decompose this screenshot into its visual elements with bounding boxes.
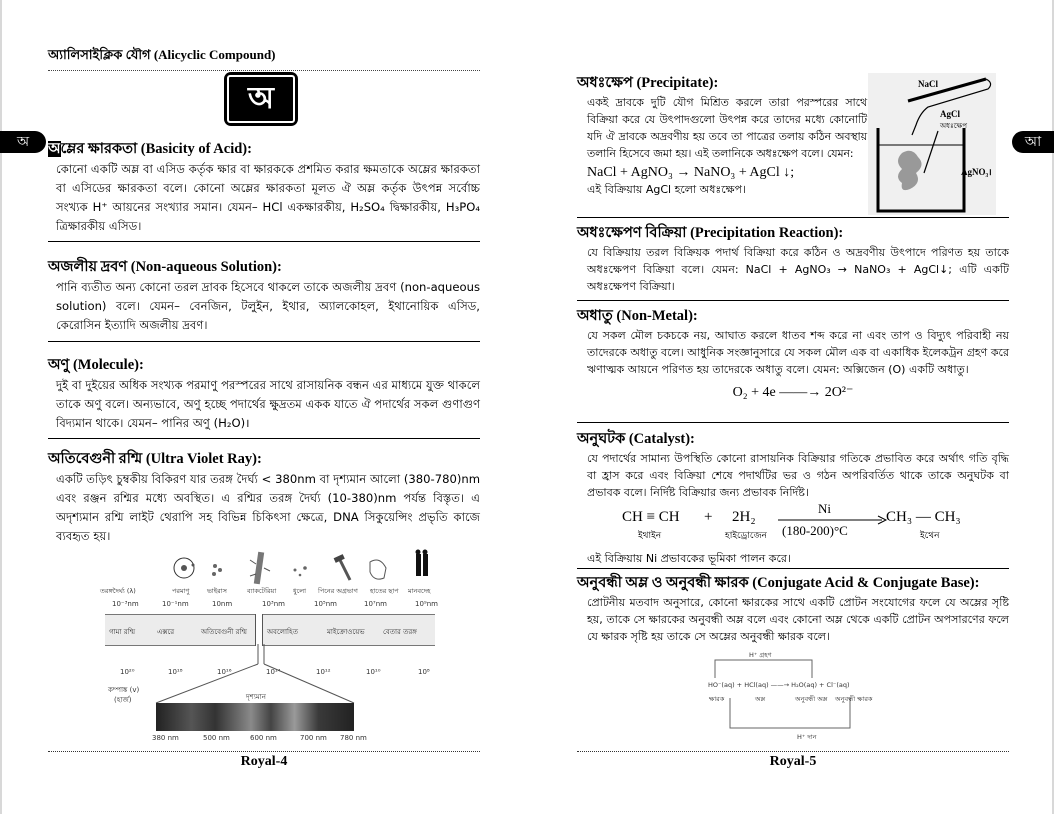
footer-divider <box>48 751 480 752</box>
visible-tick: 600 nm <box>250 734 277 742</box>
plus-sign: + <box>704 509 713 525</box>
conjugate-diagram <box>705 648 885 743</box>
pointer-line <box>924 131 938 173</box>
label-base: ক্ষারক <box>709 695 725 703</box>
frequency-tick: 10¹⁴ <box>266 668 281 676</box>
section-divider <box>577 217 1009 218</box>
spectrum-band <box>105 614 435 646</box>
label-agcl: AgCl <box>940 109 960 119</box>
beaker-diagram <box>868 73 996 215</box>
section-body: একটি তড়িৎ চুম্বকীয় বিকিরণ যার তরঙ্গ দৈর্ঘ্য < 380nm বা দৃশ্যমান আলো (380-780)nm এবং রঞ্জন রশ্মির মধ্যে অবস্থিত। এ রশ্মির তরঙ্গ দৈর্ঘ্য (10-380)nm পর্যন্ত বিস্তৃত। এ অদৃশ্যমান রশ্মি লাইট থেরাপি সহ বিভিন্ন চিকিৎসা ক্ষেত্রে, DNA সিকুয়েন্সিং প্রভৃতি কাজে ব্যবহৃত হয়। <box>56 472 480 543</box>
catalyst-equation <box>620 503 980 543</box>
section-conjugate-acid-base <box>577 574 1009 645</box>
frequency-tick: 10²⁰ <box>120 668 135 676</box>
frequency-axis-unit: (হার্জ) <box>114 696 132 704</box>
object-label: ভাইরাস <box>207 587 227 595</box>
object-label: মানবদেহ <box>408 587 431 595</box>
visible-label: দৃশ্যমান <box>246 693 266 701</box>
section-body: যে পদার্থের সামান্য উপস্থিতি কোনো রাসায়নিক বিক্রিয়ার গতিকে প্রভাবিত করে অর্থাৎ গতি বৃদ্ধি বা হ্রাস করে এবং বিক্রিয়া শেষে পদার্থটির ভর ও গঠন অপরিবর্তিত থাকে তাকে অনুঘটক বা প্রভাবক বলে। নির্দিষ্ট বিক্রিয়ার জন্য প্রভাবক নির্দিষ্ট। <box>587 452 1009 499</box>
reactant-ethyne: CH ≡ CH <box>622 509 680 525</box>
visible-tick: 780 nm <box>340 734 367 742</box>
conjugate-equation: HO⁻(aq) + HCl(aq) ——→ H₂O(aq) + Cl⁻(aq) <box>708 681 850 689</box>
band-label: অতিবেগুনী রশ্মি <box>201 628 247 636</box>
object-label: ব্যাকটেরিয়া <box>247 587 277 595</box>
non-metal-equation: O₂ + 4e ——→ 2O²⁻ <box>732 385 854 400</box>
visible-gap <box>255 614 263 646</box>
chapter-letter-box <box>224 72 298 126</box>
section-body: একই দ্রাবকে দুটি যৌগ মিশ্রিত করলে তারা পরস্পরের সাথে বিক্রিয়া করে যে উৎপাদগুলো উৎপন্ন করে তাদের মধ্যে কোনোটি যদি ঐ দ্রাবকে অদ্রবণীয় হয় তবে তা পাত্রের তলায় কঠিন অবস্থায় তলানি হিসেবে জমা হয়। এই তলানিকে অধঃক্ষেপ বলে। যেমন: <box>587 96 867 160</box>
beaker-icon <box>878 128 964 211</box>
section-body: যে সকল মৌল চকচকে নয়, আঘাত করলে ধাতব শব্দ করে না এবং তাপ ও বিদ্যুৎ পরিবাহী নয় তাদেরকে অধাতু বলে। আধুনিক সংজ্ঞানুসারে যে সকল মৌল এক বা একাধিক ইলেকট্রন গ্রহণ করে ঋণাত্মক আয়নে পরিণত হয় তাদেরকে অধাতু বলে। যেমন: অক্সিজেন (O) একটি অধাতু। <box>587 329 1009 376</box>
heading-text: ম্লের ক্ষারকতা (Basicity of Acid): <box>60 141 252 157</box>
footer-divider <box>577 751 1009 752</box>
precipitate-cloud-icon <box>898 151 922 190</box>
frequency-tick: 10¹² <box>316 668 331 676</box>
wavelength-tick: 10⁻³nm <box>112 600 139 608</box>
wavelength-axis-title: তরঙ্গদৈর্ঘ্য (λ) <box>100 587 136 595</box>
section-body: প্রোটনীয় মতবাদ অনুসারে, কোনো ক্ষারকের সাথে একটি প্রোটন সংযোগের ফলে যে অম্লের সৃষ্টি হয়, তাকে সে ক্ষারকের অনুবন্ধী অম্ল বলে এবং কোনো অম্ল থেকে একটি প্রোটন অপসারণের ফলে যে ক্ষারক সৃষ্টি হয় তাকে সে অম্লের অনুবন্ধী ক্ষারক বলে। <box>587 596 1009 643</box>
section-catalyst <box>577 430 1009 501</box>
catalyst-label: Ni <box>818 501 831 516</box>
page-edge-left <box>0 0 2 814</box>
section-heading: অনুবন্ধী অম্ল ও অনুবন্ধী ক্ষারক (Conjugate Acid & Conjugate Base): <box>577 575 980 591</box>
label-conjugate-base: অনুবন্ধী ক্ষারক <box>835 695 873 703</box>
chapter-letter: অ <box>227 75 295 123</box>
band-label: মাইক্রোওয়েভ <box>327 628 365 636</box>
reactant-ethyne-name: ইথাইন <box>638 531 662 541</box>
wavelength-tick: 10nm <box>212 600 233 608</box>
frequency-tick: 10¹⁰ <box>366 668 381 676</box>
visible-tick: 700 nm <box>300 734 327 742</box>
fingerprint-icon <box>370 560 386 579</box>
label-conjugate-acid: অনুবন্ধী অম্ল <box>795 695 828 703</box>
band-label: গামা রশ্মি <box>109 628 136 636</box>
reactant-hydrogen: 2H₂ <box>732 509 756 525</box>
object-label: হাতের ছাপ <box>370 587 399 595</box>
visible-spectrum-bar <box>156 703 354 731</box>
precipitate-figure <box>868 73 996 215</box>
reactant-hydrogen-name: হাইড্রোজেন <box>725 531 767 541</box>
spectrum-object-icons <box>100 548 440 588</box>
frequency-axis-title: কম্পাঙ্ক (v) <box>108 686 140 694</box>
section-body: যে বিক্রিয়ায় তরল বিক্রিয়ক পদার্থ বিক্রিয়া করে কঠিন ও অদ্রবণীয় উৎপাদে পরিণত হয় তাকে অধঃক্ষেপণ বিক্রিয়া বলে। যেমন: NaCl + AgNO₃ → NaNO₃ + AgCl↓; এটি একটি অধঃক্ষেপণ বিক্রিয়া। <box>587 246 1009 293</box>
section-heading: অতিবেগুনী রশ্মি (Ultra Violet Ray): <box>48 451 262 467</box>
section-heading: অধাতু (Non-Metal): <box>577 308 698 324</box>
human-icon <box>416 550 429 577</box>
section-heading: অণু (Molecule): <box>48 357 144 373</box>
section-divider <box>577 300 1009 301</box>
virus-icon <box>212 564 222 576</box>
wavelength-tick: 10⁻¹nm <box>162 600 189 608</box>
object-label: পরমাণু <box>172 587 190 595</box>
running-head: অ্যালিসাইক্লিক যৌগ (Alicyclic Compound) <box>48 46 480 71</box>
reaction-condition: (180-200)°C <box>782 523 848 538</box>
label-agno3: AgNO₃। <box>961 167 992 177</box>
wavelength-tick: 10⁵nm <box>314 600 337 608</box>
object-label: ধুলো <box>293 587 306 595</box>
band-label: বেতার তরঙ্গ <box>383 628 417 636</box>
section-divider <box>577 568 1009 569</box>
h-plus-accept-label: H⁺ গ্রহণ <box>749 651 772 659</box>
dust-icon <box>294 566 307 576</box>
label-acid: অম্ল <box>755 695 766 703</box>
section-divider <box>48 241 480 242</box>
frequency-tick: 10⁸ <box>418 668 430 676</box>
visible-tick: 500 nm <box>203 734 230 742</box>
section-heading: অধঃক্ষেপ (Precipitate): <box>577 75 719 91</box>
frequency-tick: 10¹⁸ <box>168 668 183 676</box>
wavelength-tick: 10³nm <box>262 600 285 608</box>
section-molecule <box>48 356 480 433</box>
heading-highlight: অ <box>48 141 61 157</box>
band-label: অবলোহিত <box>267 628 298 636</box>
section-body: দুই বা দুইয়ের অধিক সংখ্যক পরমাণু পরস্পরের সাথে রাসায়নিক বন্ধন এর মাধ্যমে যুক্ত থাকলে তাকে অণু বলে। অন্যভাবে, অণু হচ্ছে পদার্থের ক্ষুদ্রতম একক যাতে ঐ পদার্থের সকল গুণাগুণ বিদ্যমান থাকে। যেমন– পানির অণু (H₂O)। <box>56 378 480 430</box>
catalyst-note-block <box>577 548 1009 567</box>
section-precipitation-reaction <box>577 224 1009 295</box>
wavelength-tick: 10⁹nm <box>415 600 438 608</box>
section-ultra-violet-ray <box>48 450 480 546</box>
product-ethane: CH₃ — CH₃ <box>886 509 961 525</box>
section-divider <box>48 438 480 439</box>
thumb-index-tab[interactable]: অ <box>0 131 46 153</box>
section-body: কোনো একটি অম্ল বা এসিড কর্তৃক ক্ষার বা ক্ষারককে প্রশমিত করার ক্ষমতাকে অম্লের ক্ষারকতা বা এসিডের ক্ষারকতা বলে। কোনো অম্লের ক্ষারকতা মূলত ঐ অম্ল কর্তৃক উৎপন্ন সর্বোচ্চ সংখ্যক H⁺ আয়নের সংখ্যার সমান। যেমন– HCl একক্ষারকীয়, H₂SO₄ দ্বিক্ষারকীয়, H₃PO₄ ত্রিক্ষারকীয় এসিড। <box>56 162 480 233</box>
section-divider <box>48 341 480 342</box>
section-basicity-of-acid <box>48 140 480 236</box>
electromagnetic-spectrum-figure <box>100 548 440 748</box>
visible-zoom-lines <box>100 644 440 704</box>
thumb-index-tab[interactable]: আ <box>1012 131 1054 153</box>
visible-tick: 380 nm <box>152 734 179 742</box>
bacteria-icon <box>250 552 270 585</box>
product-ethane-name: ইথেন <box>920 531 940 541</box>
page-number: Royal-4 <box>240 754 288 769</box>
section-heading: অজলীয় দ্রবণ (Non-aqueous Solution): <box>48 259 282 275</box>
section-body: পানি ব্যতীত অন্য কোনো তরল দ্রাবক হিসেবে থাকলে তাকে অজলীয় দ্রবণ (non-aqueous solution) বলে। যেমন– বেনজিন, টলুইন, ইথার, অ্যালকোহল, ইথানোয়িক এসিড, কেরোসিন ইত্যাদি অজলীয় দ্রবণ। <box>56 280 480 332</box>
section-non-aqueous-solution <box>48 258 480 335</box>
label-precipitate: অধঃক্ষেপ <box>940 122 967 130</box>
object-label: পিনের অগ্রভাগ <box>318 587 358 595</box>
section-heading: অধঃক্ষেপণ বিক্রিয়া (Precipitation Reaction): <box>577 225 844 241</box>
frequency-tick: 10¹⁶ <box>217 668 232 676</box>
section-precipitate <box>577 74 867 198</box>
wavelength-tick: 10⁷nm <box>364 600 387 608</box>
section-heading: অনুঘটক (Catalyst): <box>577 431 695 447</box>
section-non-metal <box>577 307 1009 401</box>
label-nacl: NaCl <box>918 79 938 89</box>
pin-icon <box>334 554 350 580</box>
precipitate-equation: NaCl + AgNO₃ → NaNO₃ + AgCl ↓; <box>587 165 795 180</box>
catalyst-note: এই বিক্রিয়ায় Ni প্রভাবকের ভূমিকা পালন করে। <box>587 552 791 565</box>
page-number: Royal-5 <box>769 754 817 769</box>
section-divider <box>577 422 1009 423</box>
h-plus-donate-label: H⁺ দান <box>797 733 817 741</box>
precipitate-note: এই বিক্রিয়ায় AgCl হলো অধঃক্ষেপ। <box>587 183 746 196</box>
atom-icon <box>174 558 195 578</box>
band-label: এক্সরে <box>157 628 175 636</box>
section-heading <box>48 140 480 158</box>
